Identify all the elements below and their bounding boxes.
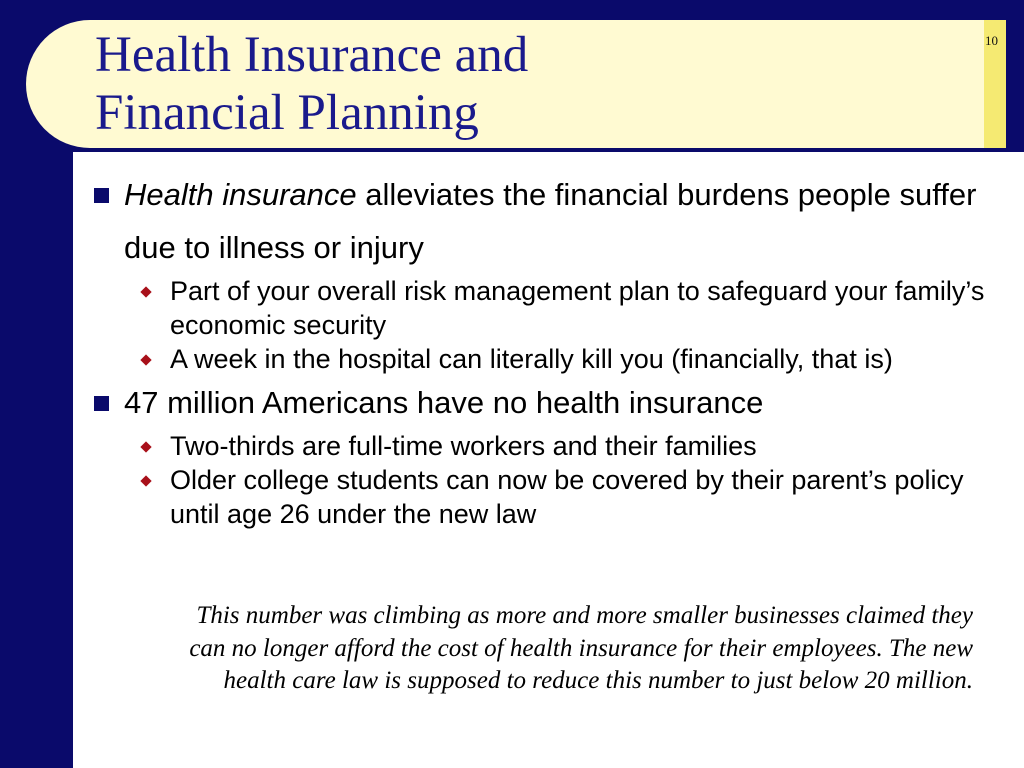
slide-body (92, 168, 1012, 531)
diamond-bullet-icon (140, 475, 151, 486)
sub-bullet-text: Part of your overall risk management plan to safeguard your family’s economic security (170, 276, 985, 340)
bullet-uninsured-americans (92, 376, 1012, 429)
sub-bullet-text: A week in the hospital can literally kill you (financially, that is) (170, 344, 893, 374)
bullet-term: Health insurance (124, 177, 357, 212)
sub-bullet-text: Older college students can now be covered by their parent’s policy until age 26 under the new law (170, 465, 964, 529)
bullet-health-insurance (92, 168, 1012, 274)
sub-bullet-hospital-week (92, 342, 1012, 376)
diamond-bullet-icon (140, 441, 151, 452)
diamond-bullet-icon (140, 286, 151, 297)
sub-bullet-full-time-workers (92, 429, 1012, 463)
sub-bullet-text: Two-thirds are full-time workers and their families (170, 431, 757, 461)
slide-title-line-1: Health Insurance and (95, 27, 529, 83)
sub-bullet-risk-management (92, 274, 1012, 342)
bullet-text: 47 million Americans have no health insurance (124, 385, 764, 420)
slide-title (95, 26, 528, 142)
slide-title-line-2: Financial Planning (95, 85, 479, 141)
page-number: 10 (985, 33, 998, 48)
square-bullet-icon (94, 188, 109, 203)
square-bullet-icon (94, 396, 109, 411)
sub-bullet-college-students (92, 463, 1012, 531)
slide-footnote: This number was climbing as more and more smaller businesses claimed they can no longer afford the cost of health insurance for their employees. The new health care law is supposed to reduce this number to just below 20 million. (189, 602, 973, 694)
diamond-bullet-icon (140, 354, 151, 365)
bullet-text: alleviates the financial burdens people suffer due to illness or injury (124, 177, 977, 265)
slide-right-frame (1004, 0, 1024, 152)
